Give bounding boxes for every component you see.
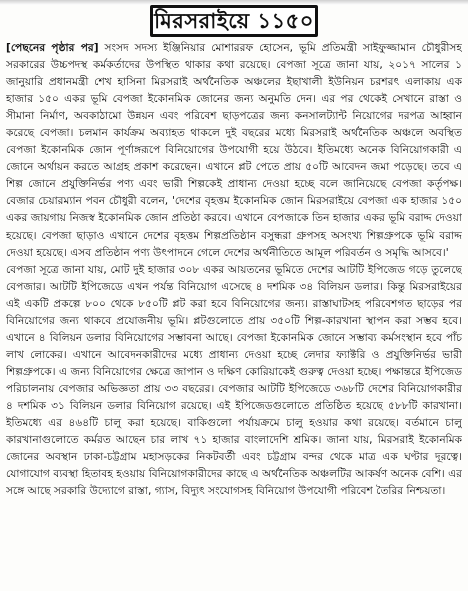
headline: মিরসরাইয়ে ১১৫০ [154, 8, 314, 33]
headline-box [150, 5, 318, 37]
article-body [6, 40, 462, 588]
paragraph-1-text: সংসদ সদস্য ইঞ্জিনিয়ার মোশাররফ হোসেন, ভূমি প্রতিমন্ত্রী সাইফুজ্জামান চৌধুরীসহ সরকারের উচ্চপদস্থ কর্মকর্তাদের উপস্থিত থাকার কথা রয়েছে। বেপজা সূত্রে জানা যায়, ২০১৭ সালের ১ জানুয়ারি প্রধানমন্ত্রী শেখ হাসিনা মিরসরাই অর্থনৈতিক অঞ্চলের ইছাখালী ইউনিয়ন চরশরৎ এলাকায় এক হাজার ১৫০ একর ভূমি বেপজা ইকোনমিক জোনের জন্য অনুমতি দেন। এর পর থেকেই সেখানে রাস্তা ও সীমানা নির্মাণ, অবকাঠামো উন্নয়ন এবং পরিবেশ ছাড়পত্রের জন্য কনসালট্যান্ট নিয়োগের দরপত্র আহ্বান করেছে বেপজা। চলমান কার্যক্রম অব্যাহত থাকলে দুই বছরের মধ্যে মিরসরাই অর্থনৈতিক অঞ্চলে অবস্থিত বেপজা ইকোনমিক জোন পূর্ণাঙ্গরূপে বিনিয়োগের উপযোগী হয়ে উঠবে। ইতিমধ্যে অনেক বিনিয়োগকারী এ জোনে অর্থায়ন করতে আগ্রহ প্রকাশ করেছেন। এখানে প্লট পেতে প্রায় ৫০টি আবেদন জমা পড়েছে। তবে এ শিল্প জোনে প্রযুক্তিনির্ভর পণ্য এবং ভারী শিল্পকেই প্রাধান্য দেওয়া হচ্ছে বলে জানিয়েছে বেপজা কর্তৃপক্ষ। বেজার চেয়ারম্যান পবন চৌধুরী বলেন, 'দেশের বৃহত্তম ইকোনমিক জোন মিরসরাইয়ে বেপজা এক হাজার ১৫০ একর জায়গায় নিজস্ব ইকোনমিক জোন প্রতিষ্ঠা করবে। এখানে বেপজাকে তিন হাজার একর ভূমি বরাদ্দ দেওয়া হয়েছে। বেপজা ছাড়াও এখানে দেশের বৃহত্তম শিল্পপ্রতিষ্ঠান বসুন্ধরা গ্রুপসহ অসংখ্য শিল্পগ্রুপকে ভূমি বরাদ্দ দেওয়া হয়েছে। এসব প্রতিষ্ঠান পণ্য উৎপাদনে গেলে দেশের অর্থনীতিতে আমূল পরিবর্তন ও সমৃদ্ধি আসবে।' [6, 42, 462, 259]
article-paragraph-1 [6, 40, 462, 262]
article-paragraph-2 [6, 262, 462, 501]
continued-from-kicker: [পেছনের পৃষ্ঠার পর] [6, 42, 99, 54]
paragraph-2-text: বেপজা সূত্রে জানা যায়, মোট দুই হাজার ৩০৮ একর আয়তনের ভূমিতে দেশের আটটি ইপিজেড গড়ে তুলেছে বেপজার। আটটি ইপিজেডে এখন পর্যন্ত বিনিয়োগ এসেছে ৪ দশমিক ৩৪ বিলিয়ন ডলার। কিন্তু মিরসরাইয়ের এই একটি প্রকল্পে ৮০০ থেকে ৮৫০টি প্লট করা হবে বিনিয়োগের জন্য। রাস্তাঘাটসহ পরিবেশগত ছাড়ের পর বিনিয়োগের জন্য থাকবে প্রযোজনীয় ভূমি। প্লটগুলোতে প্রায় ৩৫০টি শিল্প-কারখানা স্থাপন করা সম্ভব হবে। এখানে ৪ বিলিয়ন ডলার বিনিয়োগের সম্ভাবনা আছে। বেপজা ইকোনমিক জোনে সম্ভাব্য কর্মসংস্থান হবে পাঁচ লাখ লোকের। এখানে আবেদনকারীদের মধ্যে প্রাধান্য দেওয়া হচ্ছে লেদার ফ্যাক্টরি ও প্রযুক্তিনির্ভর ভারী শিল্পগ্রুপকে। এ জন্য বিনিয়োগের ক্ষেত্রে জাপান ও দক্ষিণ কোরিয়াকেই গুরুত্ব দেওয়া হচ্ছে। পক্ষান্তরে ইপিজেড পরিচালনায় বেপজার অভিজ্ঞতা প্রায় ৩৩ বছরের। বেপজার আটটি ইপিজেডে ৩৬৮টি দেশের বিনিয়োগকারীর ৪ দশমিক ৩১ বিলিয়ন ডলার বিনিয়োগ রয়েছে। এই ইপিজেডগুলোতে প্রতিষ্ঠিত হয়েছে ৫৮৮টি কারখানা। ইতিমধ্যে এর ৪৬৪টি চালু করা হয়েছে। বাকিগুলো পর্যায়ক্রমে চালু হওয়ার কথা রয়েছে। বর্তমানে চালু কারখানাগুলোতে কর্মরত আছেন চার লাখ ৭১ হাজার বাংলাদেশি শ্রমিক। জানা যায়, মিরসরাই ইকোনমিক জোনের অবস্থান ঢাকা-চট্টগ্রাম মহাসড়কের নিকটবর্তী এবং চট্টগ্রাম বন্দর থেকে মাত্র এক ঘণ্টার দূরত্বে। যোগাযোগ ব্যবস্থা হিতাবহ হওয়ায় বিনিয়োগকারীদের কাছে এ অর্থনৈতিক অঞ্চলটির আকর্ষণ অনেক বেশি। এর সঙ্গে আছে সরকারি উদ্যোগে রাস্তা, গ্যাস, বিদ্যুৎ সংযোগসহ বিনিয়োগ উপযোগী পরিবেশ তৈরির নিশ্চয়তা। [6, 263, 462, 498]
